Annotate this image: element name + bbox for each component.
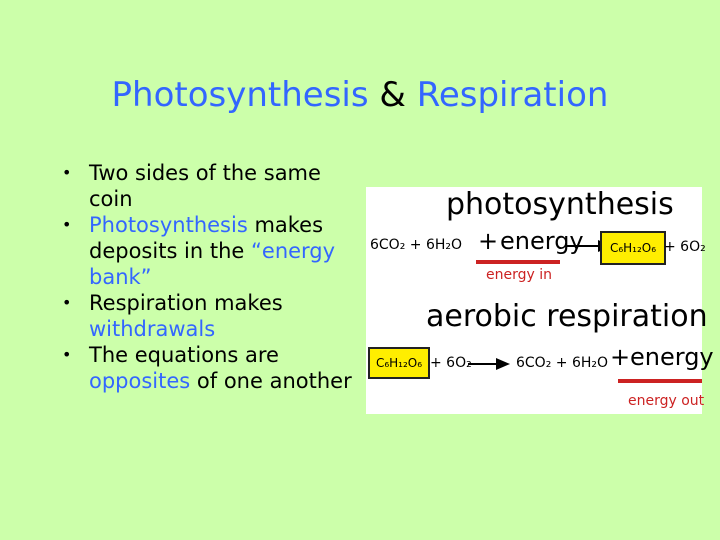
energy-in-underline — [476, 260, 560, 264]
slide-title — [0, 70, 720, 120]
photo-reactants: 6CO₂ + 6H₂O — [370, 237, 463, 253]
bullet-1: • Two sides of the same coin — [58, 160, 358, 212]
resp-arrow-icon — [468, 357, 510, 371]
resp-products: 6CO₂ + 6H₂O — [516, 355, 609, 371]
title-ampersand: & — [379, 75, 406, 115]
title-respiration: Respiration — [416, 75, 609, 115]
energy-out-underline — [618, 379, 702, 383]
energy-out-label: energy out — [628, 393, 705, 409]
photo-glucose-box: C₆H₁₂O₆ — [600, 231, 666, 265]
energy-in-label: energy in — [486, 267, 552, 283]
resp-glucose-box: C₆H₁₂O₆ — [368, 347, 430, 379]
bullet-4: • The equations are opposites of one another — [58, 342, 358, 394]
title-photosynthesis: Photosynthesis — [111, 75, 369, 115]
photo-energy: energy — [500, 227, 584, 255]
bullet-3: • Respiration makes withdrawals — [58, 290, 358, 342]
bullet-2: • Photosynthesis makes deposits in the “energy bank” — [58, 212, 358, 290]
bullet-list — [58, 160, 358, 394]
resp-energy: energy — [630, 343, 714, 371]
photosynthesis-heading: photosynthesis — [446, 187, 674, 222]
respiration-heading: aerobic respiration — [426, 299, 708, 334]
equations-figure — [366, 187, 714, 414]
resp-oxygen: + 6O₂ — [430, 355, 472, 371]
photo-plus: + — [478, 227, 499, 255]
resp-plus: + — [610, 343, 631, 371]
photo-oxygen: + 6O₂ — [664, 239, 706, 255]
